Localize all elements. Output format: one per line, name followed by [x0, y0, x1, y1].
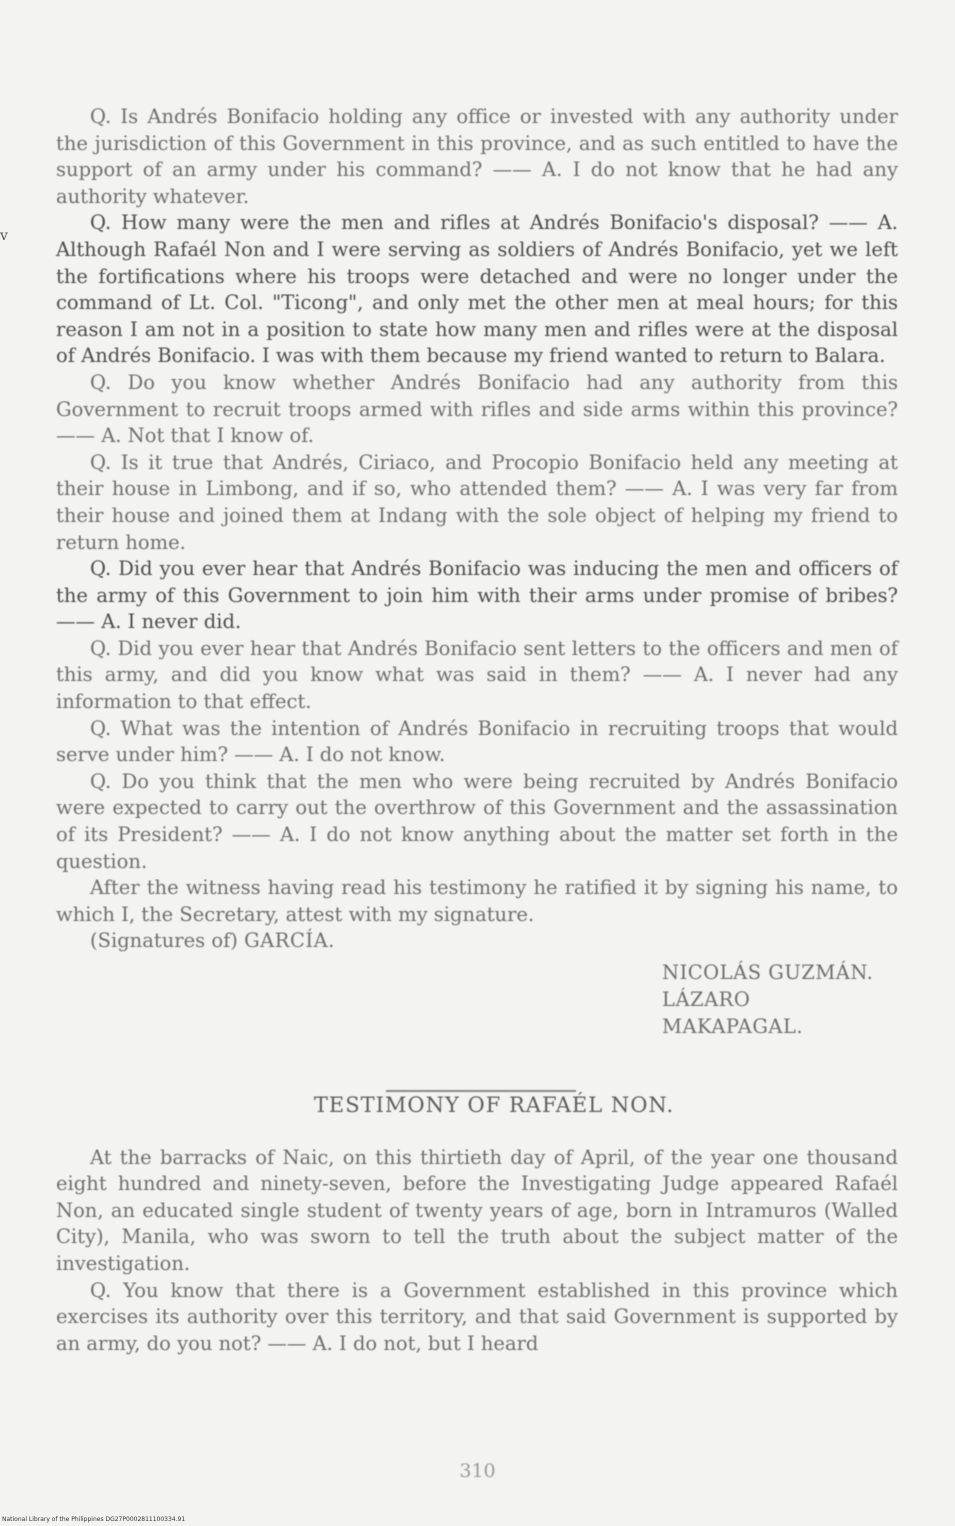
signatures-prefix: (Signatures of): [90, 929, 238, 953]
paragraph: Q. Do you know whether Andrés Bonifacio had any authority from this Government to recruit troops armed with rifles and side arms within this province? —— A. Not that I know of.: [56, 370, 898, 448]
paragraph: Q. What was the intention of Andrés Bonifacio in recruiting troops that would serve under him? —— A. I do not know.: [56, 716, 898, 767]
paragraph: Q. You know that there is a Government established in this province which exercises its authority over this territory, and that said Government is supported by an army, do you not? —— A. I do not, but I heard: [56, 1278, 898, 1355]
archive-footer: National Library of the Philippines DG27P0002811100334.91: [2, 1516, 186, 1523]
paragraph: Q. Is Andrés Bonifacio holding any office or invested with any authority under the jurisdiction of this Government in this province, and as such entitled to have the support of an army under his command? —— A. I do not know that he had any authority whatever.: [56, 105, 898, 208]
signatory-name: LÁZARO MAKAPAGAL.: [662, 988, 804, 1038]
paragraph: At the barracks of Naic, on this thirtieth day of April, of the year one thousand eight hundred and ninety-seven, before the Investigating Judge appeared Rafaél Non, an educated single student of twenty years of age, born in Intramuros (Walled City), Manila, who was sworn to tell the truth about the subject matter of the investigation.: [56, 1145, 898, 1275]
margin-mark: v: [0, 228, 8, 244]
document-page: [56, 104, 898, 1357]
paragraph: Q. How many were the men and rifles at Andrés Bonifacio's disposal? —— A. Although Rafaél Non and I were serving as soldiers of Andrés Bonifacio, yet we left the fortifications where his troops were detached and were no longer under the command of Lt. Col. "Ticong", and only met the other men at meal hours; for this reason I am not in a position to state how many men and rifles were at the disposal of Andrés Bonifacio. I was with them because my friend wanted to return to Balara.: [56, 211, 898, 368]
paragraph: Q. Is it true that Andrés, Ciriaco, and Procopio Bonifacio held any meeting at their house in Limbong, and if so, who attended them? —— A. I was very far from their house and joined them at Indang with the sole object of helping my friend to return home.: [56, 450, 898, 554]
paragraph: Q. Do you think that the men who were being recruited by Andrés Bonifacio were expected to carry out the overthrow of this Government and the assassination of its President? —— A. I do not know anything about the matter set forth in the question.: [56, 769, 898, 873]
signatory-name: NICOLÁS GUZMÁN.: [662, 961, 874, 984]
paragraph: Q. Did you ever hear that Andrés Bonifacio was inducing the men and officers of the army of this Government to join him with their arms under promise of bribes? —— A. I never did.: [56, 557, 898, 634]
paragraph: After the witness having read his testimony he ratified it by signing his name, to which I, the Secretary, attest with my signature.: [56, 876, 898, 926]
paragraph: Q. Did you ever hear that Andrés Bonifacio sent letters to the officers and men of this army, and did you know what was said in them? —— A. I never had any information to that effect.: [56, 636, 898, 714]
section-heading: TESTIMONY OF RAFAÉL NON.: [313, 1093, 675, 1117]
signature-block: [662, 959, 898, 1040]
signature-name: GARCÍA.: [244, 929, 335, 953]
page-number: 310: [459, 1460, 496, 1482]
signatures-intro: [56, 928, 898, 955]
